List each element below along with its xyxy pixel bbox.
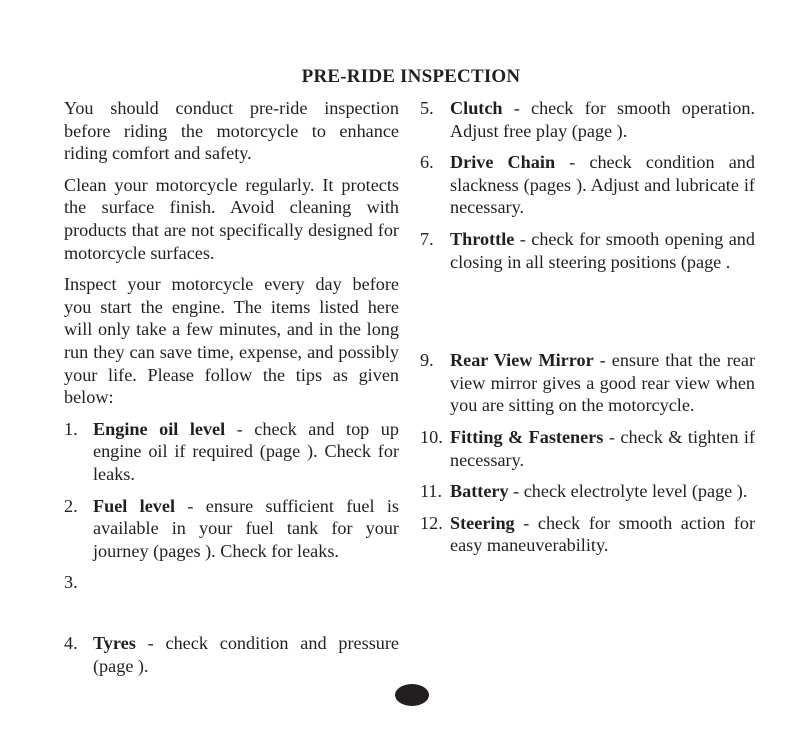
list-item-throttle: 7. Throttle - check for smooth opening and closing in all steering positions (page . <box>420 228 755 272</box>
page-title: PRE-RIDE INSPECTION <box>301 66 521 87</box>
list-item-3: 3. <box>64 572 78 593</box>
item-label: Rear View Mirror <box>450 350 594 371</box>
intro-paragraph: You should conduct pre-ride inspection before riding the motorcycle to enhance riding comfort and safety. <box>64 98 399 164</box>
item-label: Engine oil level <box>93 418 226 439</box>
list-item-battery: 11. Battery - check electrolyte level (page ). <box>420 481 748 502</box>
list-item-fitting-fasteners: 10. Fitting & Fasteners - check & tighten if necessary. <box>420 426 755 470</box>
page-number-marker <box>395 684 429 706</box>
list-item-drive-chain: 6. Drive Chain - check condition and slackness (pages ). Adjust and lubricate if necessary. <box>420 152 755 218</box>
daily-inspection-paragraph: Inspect your motorcycle every day before you start the engine. The items listed here will only take a few minutes, and in the long run they can save time, expense, and possibly your life. Please follow the tips as given below: <box>64 274 399 408</box>
item-label: Fuel level <box>93 495 176 516</box>
item-label: Throttle <box>450 228 515 249</box>
list-item-tyres: 4. Tyres - check condition and pressure (page ). <box>64 633 399 676</box>
list-item-clutch: 5. Clutch - check for smooth operation. Adjust free play (page ). <box>420 98 755 141</box>
left-column <box>64 97 399 686</box>
item-text: - check electrolyte level (page ). <box>508 481 748 502</box>
item-label: Clutch <box>450 98 503 118</box>
item-label: Tyres <box>93 633 136 654</box>
cleaning-paragraph: Clean your motorcycle regularly. It protects the surface finish. Avoid cleaning with products that are not specifically designed for motorcycle surfaces. <box>64 174 399 263</box>
item-label: Fitting & Fasteners <box>450 426 604 447</box>
item-label: Drive Chain <box>450 152 556 173</box>
item-label: Battery <box>450 481 509 502</box>
list-item-steering: 12. Steering - check for smooth action for easy maneuverability. <box>420 512 755 556</box>
item-text: - check for smooth operation. Adjust free play (page ). <box>450 98 755 141</box>
item-text: - check and top up engine oil if required (page ). Check for leaks. <box>93 418 399 484</box>
list-item-rear-view-mirror: 9. Rear View Mirror - ensure that the rear view mirror gives a good rear view when you are sitting on the motorcycle. <box>420 350 756 416</box>
item-text: - check & tighten if necessary. <box>450 426 755 470</box>
list-item-fuel-level: 2. Fuel level - ensure sufficient fuel is available in your fuel tank for your journey (pages ). Check for leaks. <box>64 495 399 561</box>
item-label: Steering <box>450 512 515 533</box>
item-text: - check condition and pressure (page ). <box>93 633 399 676</box>
item-text: - ensure sufficient fuel is available in your fuel tank for your journey (pages ). Check for leaks. <box>93 495 399 561</box>
item-text: - check for smooth action for easy maneuverability. <box>450 512 755 556</box>
right-column <box>420 97 755 566</box>
item-text: - ensure that the rear view mirror gives a good rear view when you are sitting on the motorcycle. <box>450 350 756 416</box>
list-item-engine-oil: 1. Engine oil level - check and top up engine oil if required (page ). Check for leaks. <box>64 418 399 484</box>
item-text: - check condition and slackness (pages ). Adjust and lubricate if necessary. <box>450 152 755 218</box>
item-text: - check for smooth opening and closing in all steering positions (page . <box>450 228 755 272</box>
